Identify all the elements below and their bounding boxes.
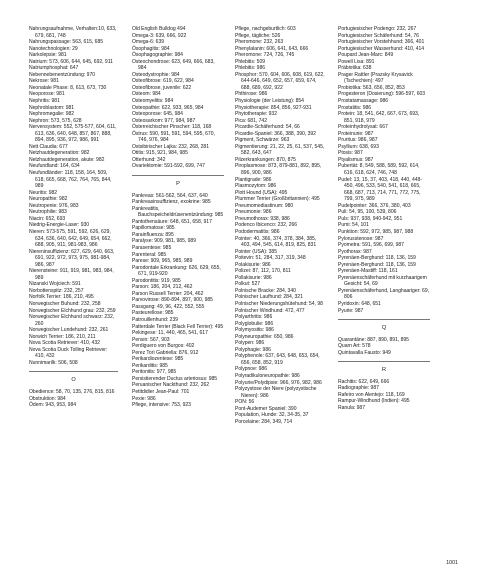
- index-entry: Pneumomediastinum: 980: [235, 202, 294, 209]
- index-entry: Rachitis: 622, 649, 666: [338, 378, 390, 385]
- index-entry: Portugiesischer Vorstehhund: 366, 401: [338, 39, 425, 46]
- index-entry: Porcelaine: 284, 349, 714: [235, 418, 293, 425]
- index-entry: Parodontale Erkrankung: 626, 629, 655, 671, 919-920: [132, 264, 221, 278]
- index-entry: Ödem: 943, 953, 984: [29, 402, 77, 409]
- index-entry: Petitdidier Jean-Paul: 701: [132, 388, 190, 395]
- index-entry: Osteomyelitis: 984: [132, 98, 174, 105]
- index-entry: Pigmentierung: 21, 22, 25, 61, 537, 545, 582, 643, 647: [235, 143, 325, 157]
- index-entry: Osteopathie: 622, 933, 965, 984: [132, 104, 204, 111]
- index-entry: Phosphor: 570, 604, 606, 608, 619, 622, 644-646, 649, 652, 657, 659, 674, 688, 689, 692, 922: [235, 71, 325, 91]
- index-entry: Quarantäne: 887, 890, 891, 895: [338, 336, 409, 343]
- index-entry: Norwegischer Buhund: 232, 258: [29, 300, 101, 307]
- index-entry: Polyradikuloneuropathie: 986: [235, 372, 300, 379]
- index-entry: Neutrophilie: 983: [29, 209, 67, 216]
- index-column-1: [29, 26, 118, 409]
- index-entry: Patrouillenhund: 239: [132, 316, 178, 323]
- section-letter-heading: P: [176, 181, 180, 188]
- index-entry: PON: 56: [235, 399, 255, 406]
- index-entry: Pyothorax: 987: [338, 248, 372, 255]
- index-entry: Nova Scotia Retriever: 410, 432: [29, 340, 100, 347]
- index-entry: Puls: 937, 938, 940-942, 951: [338, 215, 403, 222]
- index-entry: Obstruktion: 984: [29, 395, 66, 402]
- index-entry: Pubertät: 8, 549, 588, 589, 592, 614, 616, 618, 624, 746, 748: [338, 163, 420, 177]
- index-entry: Nephron: 573, 575, 628: [29, 117, 82, 124]
- index-entry: Prager Rattler (Prazsky Krysavick (Tschechien): 497: [338, 71, 413, 85]
- section-divider: [29, 371, 118, 372]
- index-entry: Polyphenole: 637, 643, 648, 653, 654, 656, 658, 852, 919: [235, 353, 320, 366]
- index-entry: Ostsibirischer Lajka: 232, 268, 281: [132, 143, 210, 150]
- index-entry: Nahrungsaufnahme, Verhalten:10, 633, 679, 681, 748: [29, 26, 117, 39]
- index-entry: Polyglobulie: 986: [235, 320, 274, 327]
- index-entry: Perez Torì Gabriella: 876, 912: [132, 349, 199, 356]
- index-entry: Pointer: 40, 366, 374, 378, 384, 385, 403, 494, 545, 614, 819, 825, 831: [235, 235, 317, 249]
- index-entry: Pyrenäenschäferhund, Langhaariger: 69, 806: [338, 287, 429, 301]
- index-entry: Pyrenäen-Berghund: 118, 136, 159: [338, 255, 416, 262]
- index-entry: Osteofibrose, juvenile: 622: [132, 84, 192, 91]
- index-entry: Norfolk Terrier: 186, 210, 495: [29, 294, 94, 301]
- index-entry: Perdiguero von Burgos: 402: [132, 343, 195, 350]
- index-entry: Plummer Terrier (Großbritannien): 495: [235, 196, 320, 203]
- index-entry: Pylorusstenose: 987: [338, 235, 384, 242]
- index-entry: Quarn Art: 578: [338, 343, 371, 350]
- index-entry: Powell Lisa: 891: [338, 58, 375, 65]
- index-entry: Patterdale Terrier (Black Fell Terrier): 495: [132, 323, 224, 330]
- index-entry: Physiologie (der Leistung): 854: [235, 98, 304, 105]
- index-entry: Pflege, intensive: 753, 923: [132, 402, 191, 409]
- index-entry: Portugiesischer Wasserhund: 410, 414: [338, 45, 425, 52]
- index-entry: Nervensystem: 552, 575-577, 604, 611, 613, 636, 640, 648, 857, 867, 888, 894, 895, 936, 972, 986, 991: [29, 124, 117, 144]
- index-entry: Papillomatose: 985: [132, 225, 175, 232]
- index-entry: Pankreasinsuffizienz, exokrine: 985: [132, 199, 211, 206]
- index-entry: Physiotherapie: 854, 856, 927-931: [235, 104, 312, 111]
- index-entry: Polypnoe: 986: [235, 366, 268, 373]
- index-entry: Präbiotika: 638: [338, 65, 372, 72]
- index-entry: Pica: 681, 742: [235, 117, 267, 124]
- index-entry: Portugiesischer Podengo: 232, 267: [338, 26, 417, 32]
- index-entry: Rafeiro von Alentejo: 118, 169: [338, 391, 405, 398]
- index-entry: Pruritus: 986, 987: [338, 137, 378, 144]
- index-entry: Pyometra: 591, 596, 699, 987: [338, 242, 404, 249]
- index-entry: Obedience: 58, 70, 135, 276, 815, 816: [29, 388, 115, 395]
- index-entry: Peritonitis: 977, 985: [132, 369, 177, 376]
- index-entry: Parson Russell Terrier: 204, 462: [132, 290, 204, 297]
- index-entry: Progesteron (Dosierung): 596-597, 603: [338, 91, 426, 98]
- index-entry: Pheromone: 724, 726, 745: [235, 52, 295, 59]
- index-entry: Omega-6: 639: [132, 39, 165, 46]
- index-entry: Nekrose: 981: [29, 78, 59, 85]
- index-entry: Neufundländer: 118, 158, 164, 509, 618, 665, 668, 762, 764, 765, 844, 989: [29, 170, 112, 190]
- index-entry: Neuropathie: 982: [29, 196, 68, 203]
- index-entry: Proteinhydrolysat: 667: [338, 124, 388, 131]
- index-entry: Ptyalismus: 987: [338, 156, 374, 163]
- section-letter-heading: O: [71, 377, 76, 384]
- section-divider: [338, 319, 430, 320]
- index-entry: Pollakisurie: 986: [235, 274, 272, 281]
- index-entry: Nova Scotia Duck Tolling Retriever: 410, 432: [29, 346, 108, 360]
- index-entry: Rampur-Windhund (Indien): 495: [338, 398, 410, 405]
- index-entry: Niacin: 652, 693: [29, 215, 66, 222]
- index-entry: Phenylalanin: 606, 641, 643, 666: [235, 45, 309, 52]
- index-entry: Pyridoxin: 648, 651: [338, 300, 381, 307]
- index-entry: Phthirose: 986: [235, 91, 268, 98]
- index-entry: Polizei: 87, 112, 170, 811: [235, 268, 291, 275]
- index-entry: Psyllium: 638, 693: [338, 143, 379, 150]
- index-entry: Otitis: 915, 921, 984, 985: [132, 150, 188, 157]
- index-entry: Osteoporose: 645, 984: [132, 111, 183, 118]
- index-entry: Polkut: 527: [235, 281, 261, 288]
- index-entry: Portugiesischer Schäferhund: 54, 76: [338, 32, 419, 39]
- index-entry: Ptosis: 987: [338, 150, 363, 157]
- section-letter-heading: Q: [381, 325, 387, 332]
- index-entry: Pyurie: 987: [338, 307, 364, 314]
- index-entry: Punktion: 592, 972, 985, 987, 988: [338, 228, 414, 235]
- index-entry: Picardie-Spaniel: 366, 388, 390, 392: [235, 130, 316, 137]
- index-entry: Ovariektomie: 591-592, 699, 747: [132, 163, 205, 170]
- section-divider: [132, 175, 224, 176]
- index-entry: Proteinurie: 987: [338, 130, 374, 137]
- index-entry: Polymyositis: 986: [235, 327, 274, 334]
- index-entry: Pudel: 13, 15, 37, 403, 418, 440, 448-450, 496, 533, 540, 541, 618, 665, 668, 687, 713, 714, 771, 772, 775, 799, 975, 989: [338, 176, 422, 203]
- index-entry: Parasentese: 985: [132, 244, 172, 251]
- index-entry: Nephromegalie: 982: [29, 111, 75, 118]
- index-entry: Osteodystrophie: 984: [132, 71, 180, 78]
- index-entry: Plasmozytom: 986: [235, 183, 277, 190]
- index-entry: Polypen: 986: [235, 340, 265, 347]
- index-entry: Plott Hound (USA): 495: [235, 189, 288, 196]
- index-entry: Parodontitis: 919, 985: [132, 277, 181, 284]
- index-entry: Pneumonie: 986: [235, 209, 272, 216]
- index-entry: Pensin: 567, 903: [132, 336, 170, 343]
- index-entry: Nieren: 573-575, 591, 592, 626, 629, 634, 636, 640, 642, 649, 654, 662, 688, 905, 911, 981-983, 986: [29, 228, 112, 249]
- index-entry: Old English Bulldog 494: [132, 26, 186, 32]
- section-letter-heading: R: [381, 367, 387, 374]
- index-entry: Plantigrade: 986: [235, 176, 272, 183]
- index-entry: Piroplasmose: 873, 879-881, 892, 895, 896, 900, 986: [235, 163, 322, 177]
- index-entry: Ösophagitis: 984: [132, 45, 170, 52]
- index-entry: Pointer (USA): 385: [235, 248, 277, 255]
- index-entry: Poupard Jean-Marc: 849: [338, 52, 394, 59]
- index-entry: Peruanischer Nackthund: 232, 262: [132, 382, 210, 389]
- index-entry: Parenteral: 985: [132, 251, 167, 258]
- index-entry: Probiotika: 563, 656, 852, 853: [338, 84, 405, 91]
- index-entry: Pyrenäen-Mastiff: 118, 161: [338, 268, 398, 275]
- index-entry: Natrium: 573, 606, 644, 645, 692, 911: [29, 58, 113, 65]
- index-entry: Quintavalla Fausto: 949: [338, 349, 391, 356]
- index-entry: Passgang: 49, 96, 422, 552, 555: [132, 303, 205, 310]
- index-entry: Neuritis: 982: [29, 189, 58, 196]
- index-entry: Pexie: 986: [132, 395, 156, 402]
- index-entry: Perikarditis: 985: [132, 362, 168, 369]
- index-entry: Polnischer Windhund: 472, 477: [235, 307, 305, 314]
- index-entry: Narkolepsie: 981: [29, 52, 67, 59]
- index-entry: Omega-3: 639, 666, 922: [132, 32, 187, 39]
- index-entry: Prostatamassage: 986: [338, 98, 389, 105]
- index-entry: Otterhund: 342: [132, 156, 166, 163]
- index-entry: Parainfluenza: 895: [132, 231, 174, 238]
- index-entry: Osteofibrose: 619, 622, 984: [132, 78, 194, 85]
- index-entry: Polyarthritis: 986: [235, 314, 273, 321]
- index-entry: Neufundland: 164, 634: [29, 163, 80, 170]
- index-entry: Perikardiozentese: 985: [132, 356, 184, 363]
- index-entry: Niereninsuffizienz: 627, 629, 640, 663, 691, 922, 972, 973, 975, 981-984, 986, 987: [29, 248, 115, 268]
- index-entry: Norbottenspitz: 232, 257: [29, 287, 84, 294]
- index-entry: Norwegischer Elchhund grau: 232, 259: [29, 307, 116, 314]
- index-entry: Pudelpointer: 366, 376, 380, 403: [338, 202, 411, 209]
- index-entry: Nahrungspassage: 563, 615, 685: [29, 39, 104, 46]
- section-divider: [338, 361, 430, 362]
- index-entry: Polyurie/Polydipsie: 966, 976, 982, 986: [235, 379, 322, 386]
- index-entry: Pekingese: 11, 440, 465, 541, 617: [132, 330, 208, 337]
- index-entry: Östrus: 590, 591, 591, 594, 595, 670, 746, 976, 984: [132, 130, 215, 144]
- index-entry: Polyzystose der Niere (polyzystische Nieren): 986: [235, 386, 317, 399]
- page-number: 1001: [446, 560, 458, 566]
- index-entry: Pyrenäen-Berghund: 118, 136, 159: [338, 261, 416, 268]
- index-entry: Neoporose: 981: [29, 91, 65, 98]
- index-entry: Phytotherapie: 932: [235, 111, 278, 118]
- index-entry: Polnische Bracke: 284, 340: [235, 287, 296, 294]
- index-entry: Poitevin: 51, 284, 317, 319, 348: [235, 255, 306, 262]
- index-entry: Polnischer Niederungshütehund: 54, 98: [235, 300, 323, 307]
- index-entry: Parson: 186, 204, 212, 462: [132, 284, 193, 291]
- index-column-3: [235, 26, 327, 425]
- index-entry: Nephroblastom: 981: [29, 104, 75, 111]
- index-entry: Pyrenäenschäferhund mit kurzhaarigem Gesicht: 54, 69: [338, 274, 427, 288]
- index-entry: Netzhautdegeneration, akute: 982: [29, 156, 105, 163]
- index-entry: Nierensteine: 911, 919, 981, 983, 984, 989: [29, 268, 114, 281]
- index-entry: Österreichischer Pinscher: 118, 168: [132, 124, 212, 131]
- index-entry: Radiographie: 987: [338, 385, 379, 392]
- index-entry: Pflege, tägliche: 526: [235, 32, 281, 39]
- index-entry: Pasteurellose: 985: [132, 310, 174, 317]
- index-entry: Phlebitis: 509: [235, 58, 266, 65]
- index-entry: Pflege, nachgeburtlich: 603: [235, 26, 296, 32]
- index-entry: Norwegischer Elchhund schwarz: 232, 260: [29, 314, 115, 327]
- index-entry: Nett Claudia: 677: [29, 143, 68, 150]
- index-entry: Polyneuropathie: 650, 986: [235, 333, 294, 340]
- index-entry: Pantothensäure: 648, 651, 658, 917: [132, 218, 212, 225]
- index-entry: Pilzerkrankungen: 870, 875: [235, 156, 296, 163]
- index-column-4: [338, 26, 430, 412]
- index-entry: Neonatale Phase: 8, 613, 673, 730: [29, 84, 107, 91]
- index-entry: Polnischer Laufhund: 284, 321: [235, 294, 303, 301]
- index-entry: Pont-Audemer Spaniel: 390: [235, 405, 297, 412]
- index-entry: Persistierender Ductus arteriosus: 985: [132, 375, 218, 382]
- index-entry: Netzhautdegeneration: 982: [29, 150, 90, 157]
- index-entry: Polakisurie: 986: [235, 261, 271, 268]
- index-entry: Niedrig-Energie-Laser: 930: [29, 222, 90, 229]
- index-entry: Osteom: 984: [132, 91, 161, 98]
- index-entry: Nanotechnologien: 29: [29, 45, 78, 52]
- index-entry: Natriumphosphat: 647: [29, 65, 79, 72]
- index-column-2: [132, 26, 224, 409]
- index-entry: Ranula: 987: [338, 404, 365, 411]
- index-entry: Pumi: 54, 101: [338, 222, 369, 229]
- index-entry: Ösophagographie: 984: [132, 52, 183, 59]
- index-entry: Osteochondrose: 623, 649, 666, 683, 984: [132, 58, 215, 72]
- index-entry: Neutropenie: 976, 983: [29, 202, 79, 209]
- index-entry: Pododermatitis: 986: [235, 228, 280, 235]
- index-entry: Nunnimarilk: 506, 508: [29, 359, 78, 366]
- index-entry: Polyphagie: 986: [235, 346, 271, 353]
- index-entry: Pankreas: 561-562, 564, 637, 640: [132, 192, 208, 199]
- index-entry: Population, Hunde: 32, 34-35, 37: [235, 412, 309, 419]
- index-entry: Puli: 54, 95, 100, 539, 806: [338, 209, 397, 216]
- index-entry: Pheromone: 232, 263: [235, 39, 284, 46]
- index-entry: Paralyse: 909, 981, 985, 989: [132, 238, 196, 245]
- index-entry: Prostatitis: 986: [338, 104, 372, 111]
- index-entry: Osteosarkom: 977, 984, 987: [132, 117, 196, 124]
- index-entry: Protein: 18, 541, 642, 667, 673, 693, 851, 918, 979: [338, 111, 420, 124]
- index-entry: Norwich Terrier: 186, 210, 211: [29, 333, 96, 340]
- index-entry: Parvovirose: 890-894, 897, 900, 985: [132, 297, 213, 304]
- index-entry: Nizanski Wojciech: 591: [29, 281, 81, 288]
- index-entry: Pankreatitis, Bauchspeicheldrüsenentzündung: 985: [132, 205, 224, 219]
- index-entry: Nephritis: 981: [29, 98, 60, 105]
- index-entry: Parese: 909, 965, 985, 989: [132, 258, 193, 265]
- index-entry: Pneumothorax: 938, 986: [235, 215, 290, 222]
- index-entry: Phlebitis: 986: [235, 65, 266, 72]
- index-entry: Pigment, Schwärze: 963: [235, 137, 290, 144]
- index-entry: Picardie-Schäferhund: 54, 66: [235, 124, 300, 131]
- index-entry: Nebennebenentzündung: 970: [29, 71, 96, 78]
- index-entry: Podenco Ibicenco: 232, 266: [235, 222, 298, 229]
- index-entry: Norwegischer Lundehund: 232, 261: [29, 327, 109, 334]
